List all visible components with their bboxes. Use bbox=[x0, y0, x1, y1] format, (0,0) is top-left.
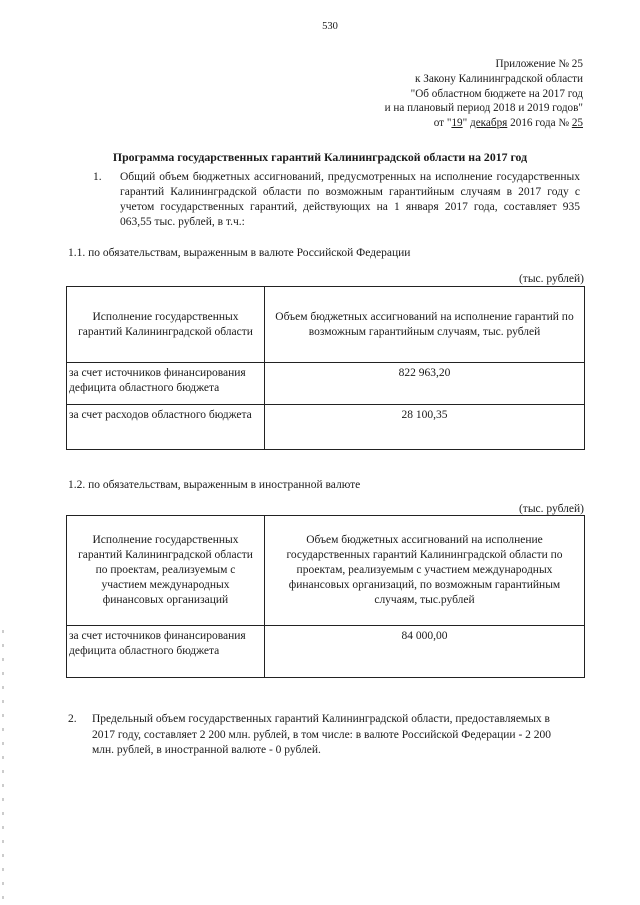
guarantees-rub-table bbox=[66, 286, 585, 450]
table-row bbox=[67, 405, 585, 450]
appendix-line-2: к Закону Калининградской области bbox=[415, 72, 583, 85]
appendix-date-line bbox=[385, 116, 583, 131]
appendix-line-3: "Об областном бюджете на 2017 год bbox=[410, 87, 583, 100]
appendix-header bbox=[385, 57, 583, 131]
appendix-line-4: и на плановый период 2018 и 2019 годов" bbox=[384, 102, 583, 115]
section-1-text: Общий объем бюджетных ассигнований, предусмотренных на исполнение государственных гарантий Калининградской области по возможным гарантийным случаям в 2017 году с учетом государственных гарантий, действующих на 1 января 2017 года, составляет 935 063,55 тыс. рублей, в т.ч.: bbox=[120, 171, 580, 228]
table-1-header-right: Объем бюджетных ассигнований на исполнение гарантий по возможным гарантийным случаям, тыс. рублей bbox=[265, 287, 585, 363]
guarantees-foreign-table bbox=[66, 515, 585, 678]
table-row bbox=[67, 626, 585, 678]
section-1-number: 1. bbox=[93, 171, 102, 183]
table-2-header-left: Исполнение государственных гарантий Калининградской области по проектам, реализуемым с участием международных финансовых организаций bbox=[67, 516, 265, 626]
section-1-2-label: 1.2. по обязательствам, выраженным в иностранной валюте bbox=[68, 479, 361, 491]
law-number: 25 bbox=[571, 117, 583, 130]
table-2-row-1-label: за счет источников финансирования дефицита областного бюджета bbox=[67, 626, 265, 678]
section-2-text: Предельный объем государственных гарантий Калининградской области, предоставляемых в 2017 году, составляет 2 200 млн. рублей, в том числе: в валюте Российской Федерации - 2 200 млн. рублей, в иностранной валюте - 0 рублей. bbox=[92, 713, 552, 757]
date-day: 19 bbox=[451, 117, 463, 130]
table-1-header-left: Исполнение государственных гарантий Калининградской области bbox=[67, 287, 265, 363]
appendix-line-1: Приложение № 25 bbox=[495, 58, 583, 70]
table-1-row-1-value: 822 963,20 bbox=[265, 363, 585, 405]
table-1-row-2-label: за счет расходов областного бюджета bbox=[67, 405, 265, 450]
table-2-header-right: Объем бюджетных ассигнований на исполнение государственных гарантий Калининградской области по проектам, реализуемым с участием международных финансовых организаций, по возможным гарантийным случаям, тыс.рублей bbox=[265, 516, 585, 626]
section-2-number: 2. bbox=[68, 713, 77, 725]
date-prefix: от " bbox=[433, 117, 452, 130]
scan-margin-marks bbox=[2, 630, 4, 900]
page-number: 530 bbox=[322, 21, 338, 32]
date-month: декабря bbox=[470, 117, 508, 130]
section-1-1-label: 1.1. по обязательствам, выраженным в валюте Российской Федерации bbox=[68, 247, 411, 259]
table-row bbox=[67, 363, 585, 405]
table-2-unit: (тыс. рублей) bbox=[518, 503, 584, 515]
date-year: 2016 года № bbox=[507, 117, 572, 130]
date-mid: " bbox=[462, 117, 470, 130]
table-1-row-2-value: 28 100,35 bbox=[265, 405, 585, 450]
document-title: Программа государственных гарантий Калининградской области на 2017 год bbox=[112, 150, 528, 164]
table-2-row-1-value: 84 000,00 bbox=[265, 626, 585, 678]
table-1-unit: (тыс. рублей) bbox=[518, 273, 584, 285]
table-1-row-1-label: за счет источников финансирования дефицита областного бюджета bbox=[67, 363, 265, 405]
